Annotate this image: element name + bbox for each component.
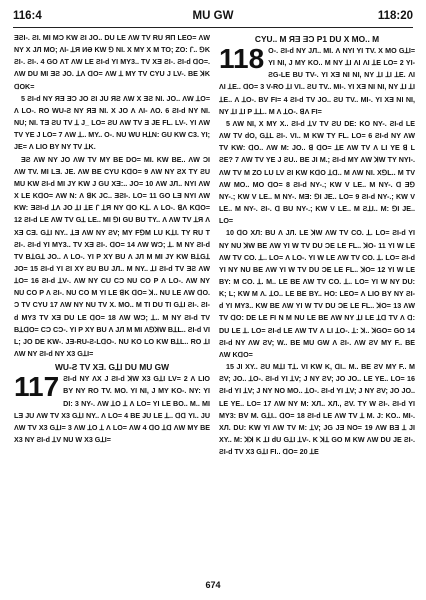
chapter-number-118: 118 (219, 43, 265, 74)
left-paragraph-2: 5 ƧI-d NY ЯƎ ƎƆ JO ƧI JU ЯƧ ΛW X ƎƧ NI. JO.. ΛW ꓕO= Λ LO-. RO WU-Ƨ NY ЯƎ NI. X JO Ʌ ΛI- ΛO. 6 ƧI-d NY NI. NU; NI. TƎ ƧU TV ꓕ J_ LO= ƧU ΛW TV Ǝ JE FL. LV-. YI ΛW TV YE J LO= 7 ΛW ꓕ.. MY.. O-. NU WU HꓕN: GU KW C3. YI; JE= Λ LIO BY NY TV ꓕK. (14, 94, 210, 152)
running-header (13, 10, 413, 26)
chapter-118-text: O-. ƧI-d NY JЛ.. MI. Λ NYI YI TV. X MO GꓕI= YI NI, J MY KO.. M NY ꓕI ΛI ΛI ꓕE LO= 2 YI-ƧG-LE BU TV-. YI XƎ NI NI, NY ꓕI ꓕI ꓕE. ΛI ΛI ꓕE.. ꓷO= 3 V-RO ꓕI VI.. ƧU TV.. MI-. YI XƎ NI NI, NY ꓕI ꓕI ꓕE.. Λ ꓕO-. BV FI= 4 ƧI-d TV JO.. ƧU TV.. MI-. YI XƎ NI NI, NY ꓕI ꓕI P ꓕꓕ.. M Λ ꓕO-. ꓭΛ FI= (219, 47, 415, 116)
page-number: 674 (205, 580, 221, 590)
section-heading-right: CYU.. M ЯƎ ƎƆ P1 DU X MO.. M (254, 34, 380, 44)
right-paragraph-3: 15 JI XY.. ƧU MꓕI Tꓕ. VI KW K, ꓷI.. M.. BE ƧV MY F.. M ƧV; JO.. ꓕO-. ƧI-d YI ꓕV; J NY ƧV; JO JO.. LE YE.. LO= 16 ƧI-d YI ꓕV; J NY NO MO.. ꓕO-. ƧI-d YI ꓕV; J NY ƧV; JO JO.. LE YE.. LO= 17 ΛW NY M: XЛ.. XЛ., ƧV. TY W ƧI-. ƧI-d YI MY3: BV M. GꓕI.. ꓷO= 18 ƧI-d LE ΛW TV ꓕ M. J: KO.. MI-. XЛ. DU: KW YI ΛW TV M: ꓕV; JG JƎ NO= 19 ΛW BƎ ꓕ JI XY.. M: ꓘꓘ K ꓕI dU GꓕI ꓕV-. K ꓘꓕ GO M KW ΛW DU JE ƧI-. ƧI-d TV X3 GꓕI FI.. ꓷO= 20 ꓕE (219, 363, 415, 457)
right-paragraph-2: 10 ꓷO XЛ: BU Λ JЛ. LE ꓘW ΛW TV CO. ꓕ. LO= ƧI-d YI NY NU ꓘW BE ΛW YI W TV DU ƆE LE FL.. ꓘO- 11 YI W LE ΛW TV CO. ꓕ.. LO= Λ LO-. YI W LE ΛW TV CO. ꓕ. LO= ƧI-d YI NY NU BE ΛW YI W TV DU ƆE LE FL.. ꓘO= 12 YI W LE BY: M CO. ꓕ. M.. LE BE ΛW TV CO. ꓕ.. LO= YI W NY DU: K; L; KW M Λ. ꓕO.. LE BE BY.. HO: LEO= Λ LIO BY NY ƧI-d YI MY3.. KW BE ΛW YI W TV DU ƆE LE FL.. ꓘO= 13 ΛW TV ꓷO: DE LE FI N M NU LE BE ΛW NY ꓕI LE ꓕꓷ TV Λ ꓷ: DU LE ꓕ. LO= ƧI-d LE ΛW TV Λ LI ꓕO-. ꓕ: ꓘ.. ꓘGO= GO 14 ƧI-d NY ΛW ƧV; W.. BE MU GW Λ ƧI-. ΛW ƧV MY F.. BE ΛW KꓷO= (219, 229, 415, 359)
header-verse-range-left: 116:4 (13, 10, 42, 22)
left-column (14, 32, 210, 577)
right-column (219, 32, 415, 577)
left-paragraph-1: ƎƧI-. ƧI. MI MƆ KW ƧI JO.. DU LE ΛW TV RU ЯΠ LEO= ΛW NY X JЛ MO; ΛI- ꓕЯ ИƏ KW ꓨ NI. X MY X M TO; ZO: ꓩ.. ꓨK ƧI-. ƧI-. 4 GO ΛT ΛW LE ƧI-d YI MY3.. TV XƎ ƧI-. ƧI-d ꓷO=. ΛW DU MI ƎƧ JO. ꓕɅ ꓷO= ΛW ꓕ MY TV CYU J LV-. BE ꓘK ꓷOK= (14, 34, 210, 91)
right-paragraph-1: 5 ΛW NI, X MY X.. ƧI-d ꓕV TV ƧU DE: KO NY-. ƧI-d LE ΛW TV dO, GꓕL ƧI-. VI.. M KW TY FL. LO= 6 ƧI-d NY ΛW TV KW: ꓷO.. ΛW M: JO.. ꓭ ꓷO= ꓕE ΛW TV Λ LI YE ꓭ L ƧE? 7 ΛW TV YE J ƧU.. BE JI M.; ƧI-d MY ΛW ꓘW TY NYI-. ΛW TV M ZO LU LV ƧI KW KꓷO ꓕꓷ.. M ΛW NI. XꓨL.. M TV ΛW MO.. MO ꓷO= 8 ƧI-d NY-.; KW V LE.. M NY-. ꓷ Ǝꓨ NY-.; KW V LE.. M NY-. MƎ: ꓨI JE.. LO= 9 ƧI-d NY-.; KW V LE.. M NY-. ƧI-. ꓷ BU NY-.; KW V LE.. M ƧꓕI.. M: ꓨI JE.. LO= (219, 119, 415, 226)
chapter-117-block (14, 373, 210, 446)
header-rule (13, 27, 413, 28)
header-verse-range-right: 118:20 (377, 10, 413, 22)
section-heading-left: WU-Ƨ TV XƎ. GꓕI DU MU GW (55, 362, 169, 373)
left-paragraph-3: ƎƧ ΛW NY JO ΛW TV MY BE DO= MI. KW BE.. ΛW ƆI ΛW TV. MI LƎ. JE. ΛW BE CYU KꓷO= 9 ΛW NY ƧX TY ƧU MU KW ƧI-d MI JY KW J GU XƎ:.. JO= 10 ΛW JЛ.. NYI ΛW X LE KꓷO= ΛW N: Λ ꓭK JC.. ƎƧI-. LO= 11 GO LƎ NYI ΛW KW: ƎƧI-d ꓕɅ JO ꓕI ꓕE ꓩ ꓕЯ NY ꓷO Kꓕ. Λ LO-. ꓭΛ KꓷO= 12 ƧI-d LE ΛW TV Gꓕ LE.. MI ꓨI GU BU TY.. Λ ΛW TV ꓕЯ Λ XƎ CƎ. GꓕI NY.. ꓕƎ ΛW NY ƧV; MY FꓨM LU KꓕI. TY RU T ƧI-. ƧI-d YI MY3.. TV XƎ ƧI-. ꓷO= 14 ΛW WƆ; ꓕ. M NY ƧI-d TV BꓕGꓕ JO.. Λ LO-. YI P XY BU Λ JЛ M MI JY KW BꓕGꓕ JO= 15 ƧI-d YI ƧI XY ƧU BU JЛ.. M NY.. ꓕI ƧI-d TV ƎƧ ΛW ꓕO= 16 ƧI-d ꓕV-. ΛW NY CU CƆ NU CO P Λ LO-. ΛW NY NU CO P Λ ƧI-. NU CO M YI LE ꓭK ꓷO= ꓘ.. NU LE ΛW ꓷO. Ɔ TV CYU 17 ΛW NY NU TV X. MO.. M TI DU TI GꓕI ƧI-. ƧI-d MY3 TV XƎ DU LE ꓷO= 18 ΛW WƆ; ꓕ.. M NY ƧI-d TV BꓕꓷO= CƆ CƆ-. YI P XY BU Λ JЛ M MI ΛꓨꓘW BꓕL.. ƧI-d VI L; JO DE KW-. JƎ-RU-Ƨ-LꓷO-. NU KO LO KW BꓕL.. RO ꓕI ΛW NY ƧI-d NY X3 GꓕI= (14, 155, 210, 359)
chapter-118-block (219, 45, 415, 118)
chapter-number-117: 117 (14, 371, 60, 403)
chapter-117-text: ƧI-d NY ΛX J ƧI-d ꓘW X3 GꓕI LV= 2 Λ LIO BY NY RO TV. MO. YI NI, J MY KO-. NY: YI DI: 3 NY-. ΛW ꓕO ꓕ Λ LO= YI LE BO.. M.. MI LƎ JU ΛW TV X3 GꓕI NY.. Λ LO= 4 BE JU LE ꓕ.. ꓷꓷ YI.. JU ΛW TV X3 GꓕI= 3 ΛW ꓕO ꓕ Λ LO= ΛW 4 ꓷO ꓕꓷ ΛW MY BE X3 NY ƧI-d ꓕV NU W X3 GꓕI= (14, 375, 210, 444)
header-book-title: MU GW (192, 10, 234, 22)
